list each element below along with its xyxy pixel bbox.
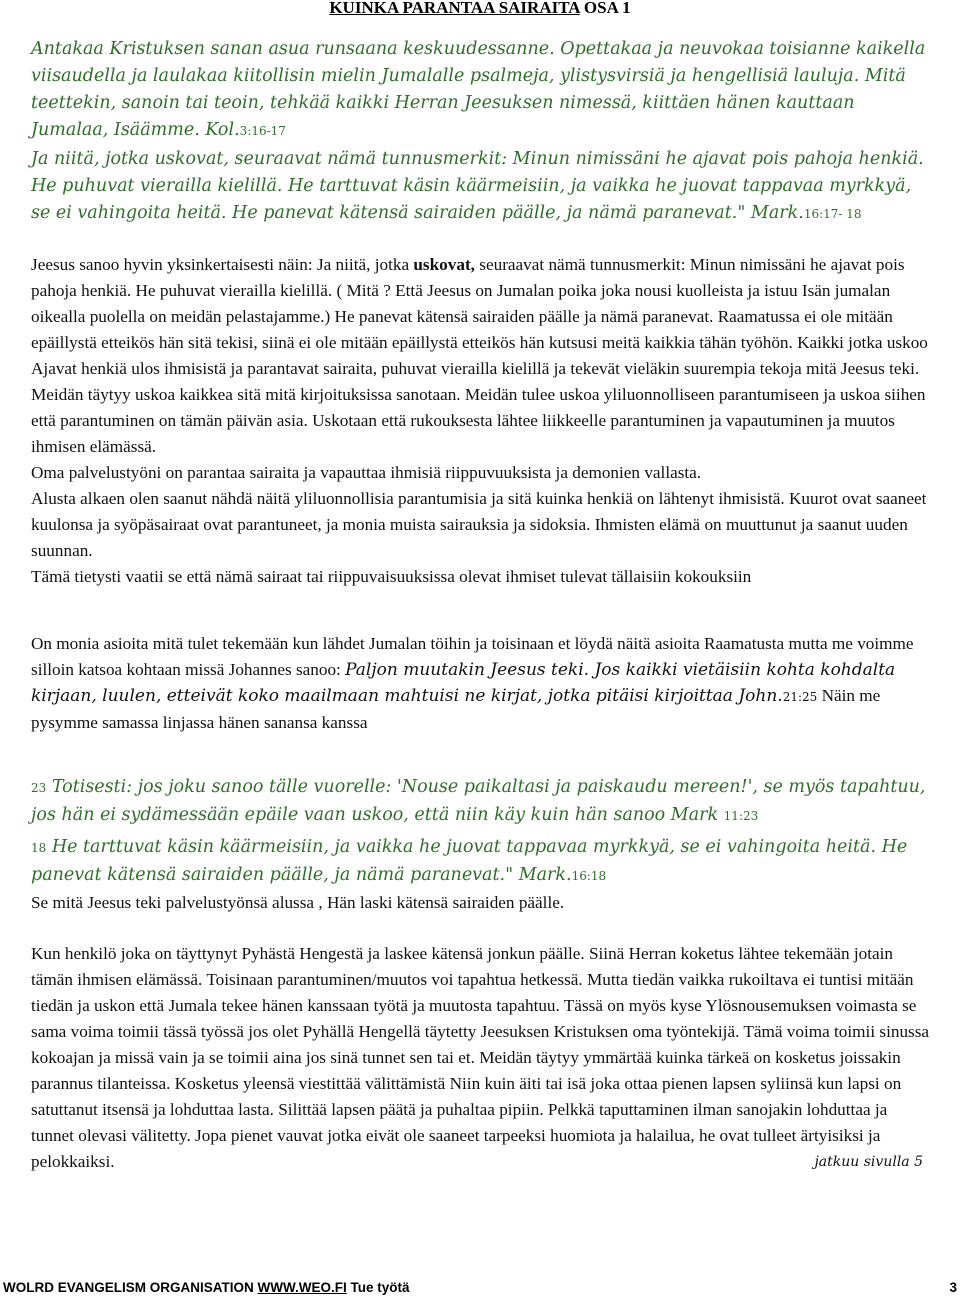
- scripture-colossians: Antakaa Kristuksen sanan asua runsaana keskuudessanne. Opettakaa ja neuvokaa toisianne kaikella viisaudella ja laulakaa kiitollisin mielin Jumalalle psalmeja, ylistysvirsiä ja hengellisiä lauluja. Mitä teettekin, sanoin tai teoin, tehkää kaikki Herran Jeesuksen nimessä, kiittäen hänen kauttaan Jumalaa, Isäämme. Kol.3:16-17: [31, 39, 926, 140]
- page-number: 3: [949, 1280, 957, 1295]
- scripture-mark-11-23: 23 Totisesti: jos joku sanoo tälle vuorelle: 'Nouse paikaltasi ja paiskaudu mereen!', se myös tapahtuu, jos hän ei sydämessään epäile vaan uskoo, että niin käy kuin hän sanoo Mark 11:23: [31, 777, 926, 825]
- scripture-mark-16-17: Ja niitä, jotka uskovat, seuraavat nämä tunnusmerkit: Minun nimissäni he ajavat pois pahoja henkiä. He puhuvat vierailla kielillä. He tarttuvat käsin käärmeisiin, ja vaikka he juovat tappavaa myrkkyä, se ei vahingoita heitä. He panevat kätensä sairaiden päälle, ja nämä paranevat." Mark.16:17- 18: [31, 149, 924, 223]
- scripture-mark-16-18: 18 He tarttuvat käsin käärmeisiin, ja vaikka he juovat tappavaa myrkkyä, se ei vahingoita heitä. He panevat kätensä sairaiden päälle, ja nämä paranevat." Mark.16:18: [31, 837, 908, 885]
- body-paragraph-1: Jeesus sanoo hyvin yksinkertaisesti näin: Ja niitä, jotka uskovat, seuraavat nämä tunnusmerkit: Minun nimissäni he ajavat pois pahoja henkiä. He puhuvat vierailla kielillä. ( Mitä ? Että Jeesus on Jumalan poika joka nousi kuolleista ja istuu Isän jumalan oikealla puolella on meidän pelastajamme.) He panevat kätensä sairaiden päälle ja nämä paranevat. Raamatussa ei ole mitään epäillystä etteikös hän sitä tekisi, siinä ei ole mitään epäillystä etteikös hän kutsusi meitä kaikkia tähän työhön. Kaikki jotka uskoo Ajavat henkiä ulos ihmisistä ja parantavat sairaita, puhuvat vierailla kielillä ja tekevät vieläkin suurempia tekoja mitä Jeesus teki. Meidän täytyy uskoa kaikkea sitä mitä kirjoituksissa sanotaan. Meidän tulee uskoa yliluonnolliseen parantumiseen ja uskoa siihen että parantuminen on tämän päivän asia. Uskotaan että rukouksesta lähtee liikkeelle parantuminen ja vapautuminen ja muutos ihmisen elämässä. Oma palvelustyöni on parantaa sairaita ja vapauttaa ihmisiä riippuvuuksista ja demonien vallasta. Alusta alkaen olen saanut nähdä näitä yliluonnollisia parantumisia ja sitä kuinka henkiä on lähtenyt ihmisistä. Kuurot ovat saaneet kuulonsa ja syöpäsairaat ovat parantuneet, ja monia muista sairauksia ja sidoksia. Ihmisten elämä on muuttunut ja saanut uuden suunnan. Tämä tietysti vaatii se että nämä sairaat tai riippuvaisuuksissa olevat ihmiset tulevat tällaisiin kokouksiin: [31, 255, 928, 586]
- body-paragraph-2: On monia asioita mitä tulet tekemään kun lähdet Jumalan töihin ja toisinaan et löydä näitä asioita Raamatusta mutta me voimme silloin katsoa kohtaan missä Johannes sanoo: Paljon muutakin Jeesus teki. Jos kaikki vietäisiin kohta kohdalta kirjaan, luulen, etteivät koko maailmaan mahtuisi ne kirjat, jotka pitäisi kirjoittaa John.21:25 Näin me pysymme samassa linjassa hänen sanansa kanssa: [31, 634, 914, 732]
- john-quote: Paljon muutakin Jeesus teki. Jos kaikki vietäisiin kohta kohdalta kirjaan, luulen, etteivät koko maailmaan mahtuisi ne kirjat, jotka pitäisi kirjoittaa John.21:25: [31, 660, 896, 706]
- page-footer: WOLRD EVANGELISM ORGANISATION WWW.WEO.FI Tue työtä 3: [3, 1280, 957, 1295]
- body-paragraph-3: Se mitä Jeesus teki palvelustyönsä alussa , Hän laski kätensä sairaiden päälle.: [31, 893, 565, 912]
- continues-note: jatkuu sivulla 5: [814, 1154, 923, 1170]
- website-link[interactable]: WWW.WEO.FI: [257, 1280, 347, 1295]
- body-paragraph-4: Kun henkilö joka on täyttynyt Pyhästä Hengestä ja laskee kätensä jonkun päälle. Siinä Herran koketus lähtee tekemään jotain tämän ihmisen elämässä. Toisinaan parantuminen/muutos voi tapahtua hetkessä. Mutta tiedän vaikka rukoiltava ei tuntisi mitään tiedän ja uskon että Jumala tekee hänen kanssaan työtä ja muutosta tapahtuu. Tässä on myös kyse Ylösnousemuksen voimasta se sama voima toimii tässä työssä jos olet Pyhällä Hengellä täytetty Jeesuksen Kristuksen oma työntekijä. Tämä voima toimii sinussa kokoajan ja missä vain ja se toimii aina jos sinä tunnet sen tai et. Meidän täytyy ymmärtää kuinka tärkeä on kosketus joissakin parannus tilanteissa. Kosketus yleensä viestittää välittämistä Niin kuin äiti tai isä joka ottaa pienen lapsen syliinsä kun lapsi on satuttanut itsensä ja lohduttaa lasta. Silittää lapsen päätä ja puhaltaa pipiin. Pelkkä taputtaminen ilman sanojakin lohduttaa ja tunnet olevasi välitetty. Jopa pienet vauvat jotka eivät ole saaneet tarpeeksi huomiota ja halailua, he ovat tulleet ärtyisiksi ja pelokkaiksi. jatkuu sivulla 5: [31, 941, 931, 1175]
- page-title: KUINKA PARANTAA SAIRAITA OSA 1: [329, 0, 631, 17]
